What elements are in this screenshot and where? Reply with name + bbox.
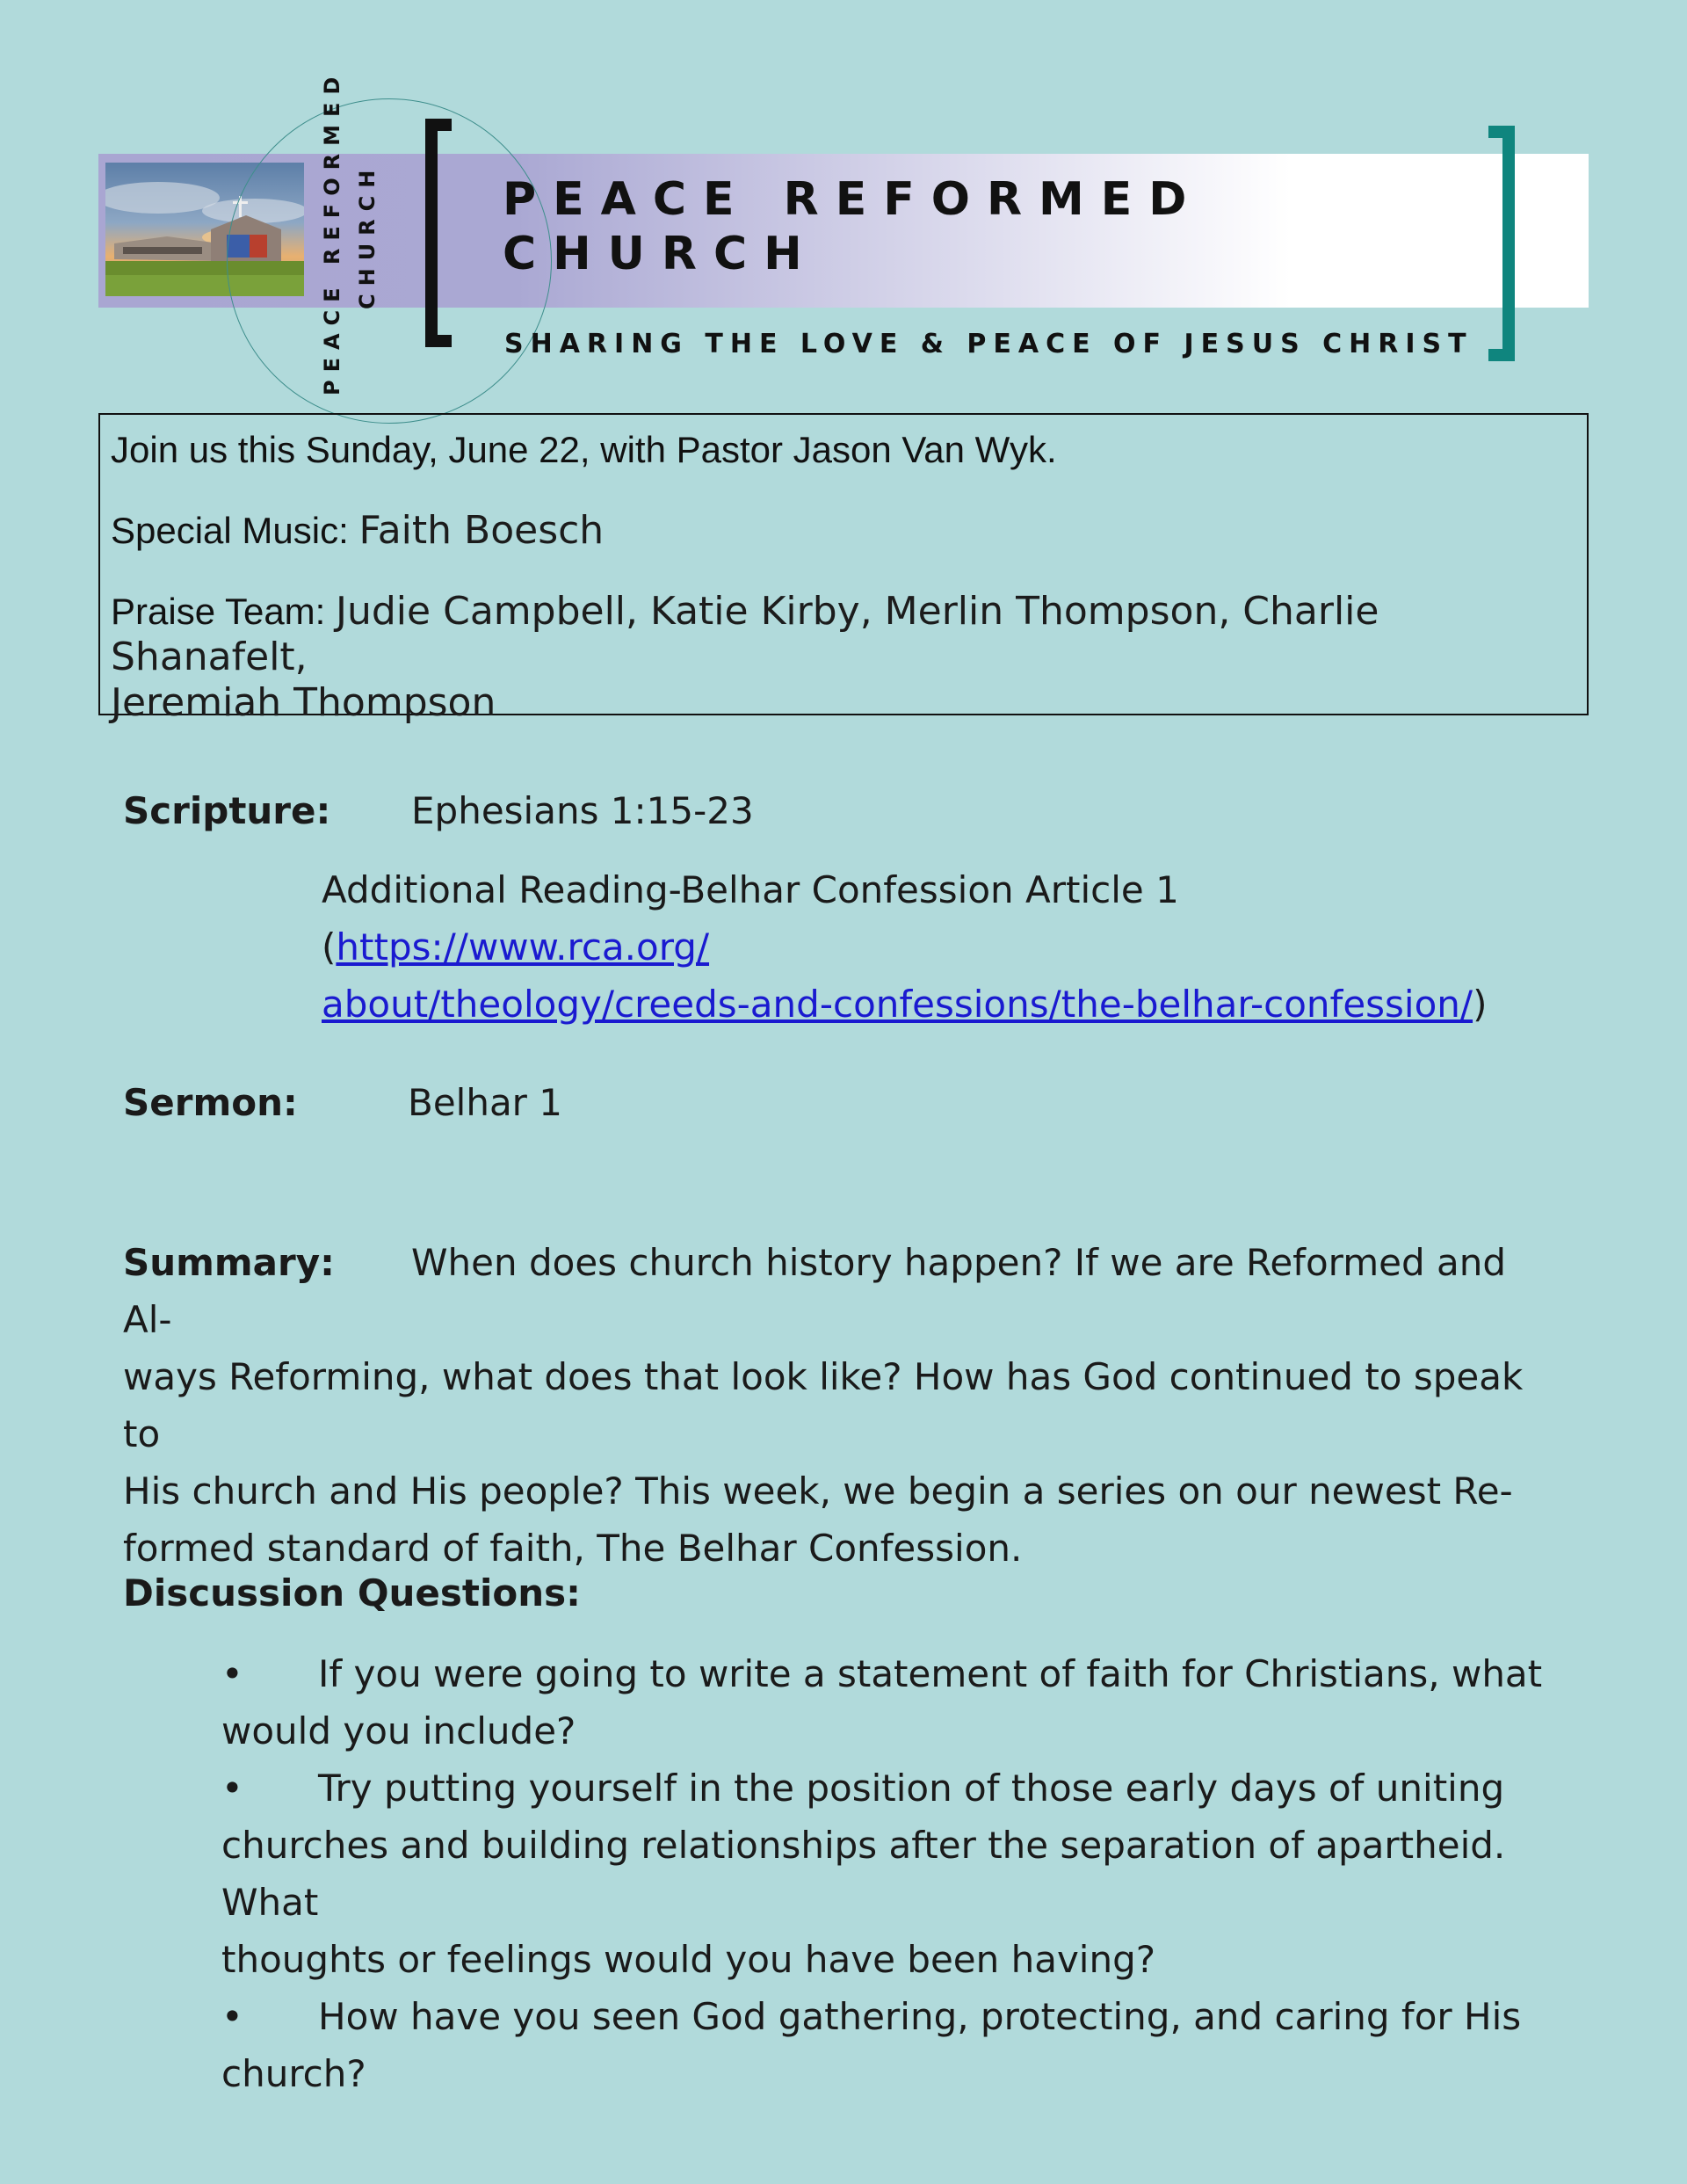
question-2-line2: churches and building relationships after the separation of apartheid. What xyxy=(221,1824,1506,1924)
summary-line3: His church and His people? This week, we begin a series on our newest Re- xyxy=(123,1469,1513,1513)
list-item xyxy=(221,1645,1592,1760)
additional-reading xyxy=(322,861,1569,1033)
scripture-row xyxy=(123,782,754,839)
sermon-row xyxy=(123,1074,563,1131)
title-line1: PEACE REFORMED xyxy=(503,173,1204,226)
bullet-icon: • xyxy=(221,1652,243,1695)
right-bracket xyxy=(1488,126,1515,361)
sermon-value: Belhar 1 xyxy=(408,1081,563,1124)
praise-team xyxy=(111,589,1576,726)
praise-team-value-line1: Judie Campbell, Katie Kirby, Merlin Thompson, Charlie Shanafelt, xyxy=(111,589,1379,679)
summary-block xyxy=(123,1234,1564,1577)
list-item xyxy=(221,1988,1592,2102)
praise-team-label: Praise Team: xyxy=(111,591,326,632)
summary-line1: When does church history happen? If we are Reformed and Al- xyxy=(123,1241,1506,1341)
praise-team-value-line2: Jeremiah Thompson xyxy=(111,680,496,725)
service-lead xyxy=(111,427,1576,473)
belhar-link-part2[interactable]: about/theology/creeds-and-confessions/the-belhar-confession/ xyxy=(322,983,1473,1026)
summary-label: Summary: xyxy=(123,1241,335,1284)
service-info-box xyxy=(98,413,1589,725)
question-2-line1: Try putting yourself in the position of those early days of uniting xyxy=(318,1767,1505,1810)
church-title xyxy=(503,172,1203,281)
question-3-line2: church? xyxy=(221,2052,366,2095)
list-item xyxy=(221,1760,1592,1988)
discussion-heading: Discussion Questions: xyxy=(123,1571,581,1614)
additional-reading-suffix: ) xyxy=(1473,983,1488,1026)
bullet-icon: • xyxy=(221,1767,243,1810)
sermon-label: Sermon: xyxy=(123,1081,298,1124)
special-music xyxy=(111,508,1576,554)
title-line2: CHURCH xyxy=(503,228,819,280)
belhar-link-part1[interactable]: https://www.rca.org/ xyxy=(336,925,710,969)
additional-reading-prefix: Additional Reading-Belhar Confession Article 1 ( xyxy=(322,868,1179,969)
tagline: SHARING THE LOVE & PEACE OF JESUS CHRIST xyxy=(504,329,1473,359)
question-2-line3: thoughts or feelings would you have been having? xyxy=(221,1938,1156,1981)
vertical-church-name-line2: CHURCH xyxy=(355,162,380,309)
question-3-line1: How have you seen God gathering, protecting, and caring for His xyxy=(318,1995,1522,2038)
question-1-line1: If you were going to write a statement of faith for Christians, what xyxy=(318,1652,1543,1695)
summary-line4: formed standard of faith, The Belhar Confession. xyxy=(123,1527,1023,1570)
special-music-value: Faith Boesch xyxy=(358,508,605,553)
question-1-line2: would you include? xyxy=(221,1709,576,1752)
special-music-label: Special Music: xyxy=(111,510,349,551)
discussion-list xyxy=(221,1645,1592,2102)
summary-line2: ways Reforming, what does that look like? How has God continued to speak to xyxy=(123,1355,1524,1455)
bullet-icon: • xyxy=(221,1995,243,2038)
scripture-value: Ephesians 1:15-23 xyxy=(411,789,754,832)
vertical-church-name: PEACE REFORMED xyxy=(320,69,344,395)
left-bracket xyxy=(425,119,452,347)
lead-text: Join us this Sunday, June 22, with Pastor Jason Van Wyk. xyxy=(111,429,1057,470)
scripture-label: Scripture: xyxy=(123,789,331,832)
